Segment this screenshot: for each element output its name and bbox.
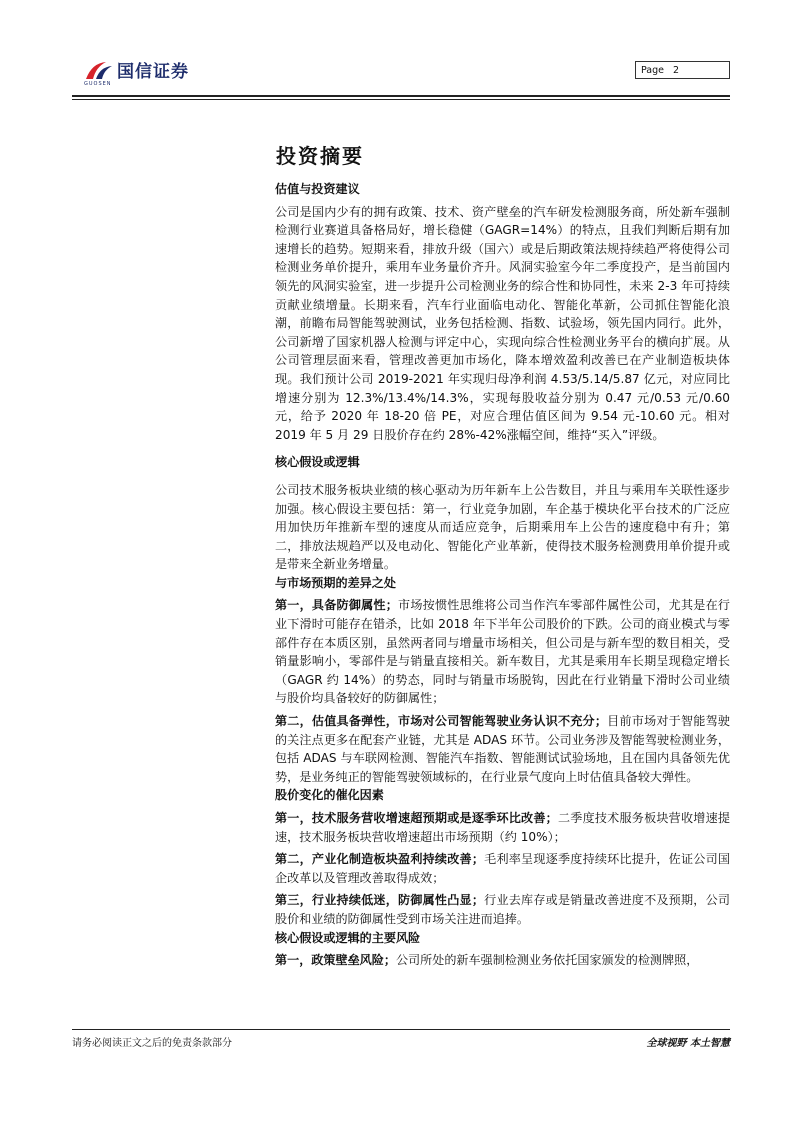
point-title: 第一，政策壁垒风险； (275, 953, 396, 968)
valuation-paragraph: 公司是国内少有的拥有政策、技术、资产壁垒的汽车研发检测服务商，所处新车强制检测行业赛道具备格局好，增长稳健（GAGR=14%）的特点，且我们判断后期有加速增长的趋势。短期来看，排放升级（国六）或是后期政策法规持续趋严将使得公司检测业务单价提升，乘用车业务量价齐升。风洞实验室今年二季度投产，是当前国内领先的风洞实验室，进一步提升公司检测业务的综合性和协同性，未来 2-3 年可持续贡献业绩增量。长期来看，汽车行业面临电动化、智能化革新，公司抓住智能化浪潮，前瞻布局智能驾驶测试，业务包括检测、指数、试验场，领先国内同行。此外，公司新增了国家机器人检测与评定中心，实现向综合性检测业务平台的横向扩展。从公司管理层面来看，管理改善更加市场化，降本增效盈利改善已在产业制造板块体现。我们预计公司 2019-2021 年实现归母净利润 4.53/5.14/5.87 亿元，对应同比增速分别为 12.3%/13.4%/14.3%，实现每股收益分别为 0.47 元/0.53 元/0.60 元，给予 2020 年 18-20 倍 PE，对应合理估值区间为 9.54 元-10.60 元。相对 2019 年 5 月 29 日股价存在约 28%-42%涨幅空间，维持“买入”评级。 (275, 204, 730, 442)
brand-name: 国信证券 (117, 62, 189, 82)
company-logo (84, 57, 189, 82)
point-text: 行业去库存或是销量改善进度不及预期，公司股价和业绩的防御属性受到市场关注进而追捧。 (275, 893, 730, 926)
logo-mark-icon (84, 59, 114, 81)
section-heading-valuation: 估值与投资建议 (275, 182, 360, 196)
brand-name-en: GUOSEN (84, 81, 112, 87)
market-difference-point-2 (275, 712, 730, 786)
catalyst-point-2 (275, 850, 730, 887)
page-number: 2 (673, 65, 680, 76)
footer-slogan: 全球视野 本土智慧 (646, 1038, 730, 1049)
footer-rule (72, 1029, 730, 1030)
footer-disclaimer: 请务必阅读正文之后的免责条款部分 (72, 1038, 232, 1049)
point-title: 第一，具备防御属性； (275, 598, 398, 613)
header-rule (72, 95, 730, 97)
section-heading-catalysts: 股价变化的催化因素 (275, 788, 384, 803)
section-heading-core-assumptions: 核心假设或逻辑 (275, 455, 360, 470)
risk-point-1 (275, 951, 730, 970)
section-heading-market-difference: 与市场预期的差异之处 (275, 575, 396, 590)
section-heading-risks: 核心假设或逻辑的主要风险 (275, 930, 421, 945)
point-title: 第三，行业持续低迷，防御属性凸显； (275, 893, 484, 908)
point-text: 公司所处的新车强制检测业务依托国家颁发的检测牌照， (395, 953, 699, 968)
report-body (275, 180, 730, 970)
market-difference-point-1 (275, 596, 730, 708)
point-text: 二季度技术服务板块营收增速提速，技术服务板块营收增速超出市场预期（约 10%）； (275, 811, 730, 844)
point-title: 第一，技术服务营收增速超预期或是逐季环比改善； (275, 811, 558, 825)
point-text: 市场按惯性思维将公司当作汽车零部件属性公司，尤其是在行业下滑时可能存在错杀，比如 2018 年下半年公司股价的下跌。公司的商业模式与零部件存在本质区别，虽然两者同与增量市场相关，但公司是与新车型的数目相关，受销量影响小，零部件是与销量直接相关。新车数目，尤其是乘用车长期呈现稳定增长（GAGR 约 14%）的势态，同时与销量市场脱钩，因此在行业销量下滑时公司业绩与股价均具备较好的防御属性； (275, 598, 730, 706)
catalyst-point-3 (275, 891, 730, 928)
core-assumptions-paragraph: 公司技术服务板块业绩的核心驱动为历年新车上公告数目，并且与乘用车关联性逐步加强。核心假设主要包括：第一，行业竞争加剧，车企基于模块化平台技术的广泛应用加快历年推新车型的速度从而适应竞争，后期乘用车上公告的速度稳中有升；第二，排放法规趋严以及电动化、智能化产业革新，使得技术服务检测费用单价提升或是带来全新业务增量。 (275, 482, 730, 572)
point-title: 第二，产业化制造板块盈利持续改善； (275, 852, 484, 867)
point-text: 毛利率呈现逐季度持续环比提升，佐证公司国企改革以及管理改善取得成效； (275, 852, 730, 885)
header-rule-thin (72, 99, 730, 100)
page-indicator (635, 61, 730, 79)
page-title: 投资摘要 (276, 144, 364, 168)
catalyst-point-1 (275, 809, 730, 846)
point-text: 目前市场对于智能驾驶的关注点更多在配套产业链，尤其是 ADAS 环节。公司业务涉及智能驾驶检测业务，包括 ADAS 与车联网检测、智能汽车指数、智能测试试验场地，且在国内具备领先优势，是业务纯正的智能驾驶领域标的，在行业景气度向上时估值具备较大弹性。 (275, 714, 730, 784)
page-label: Page (641, 65, 664, 76)
point-title: 第二，估值具备弹性，市场对公司智能驾驶业务认识不充分； (275, 714, 607, 729)
